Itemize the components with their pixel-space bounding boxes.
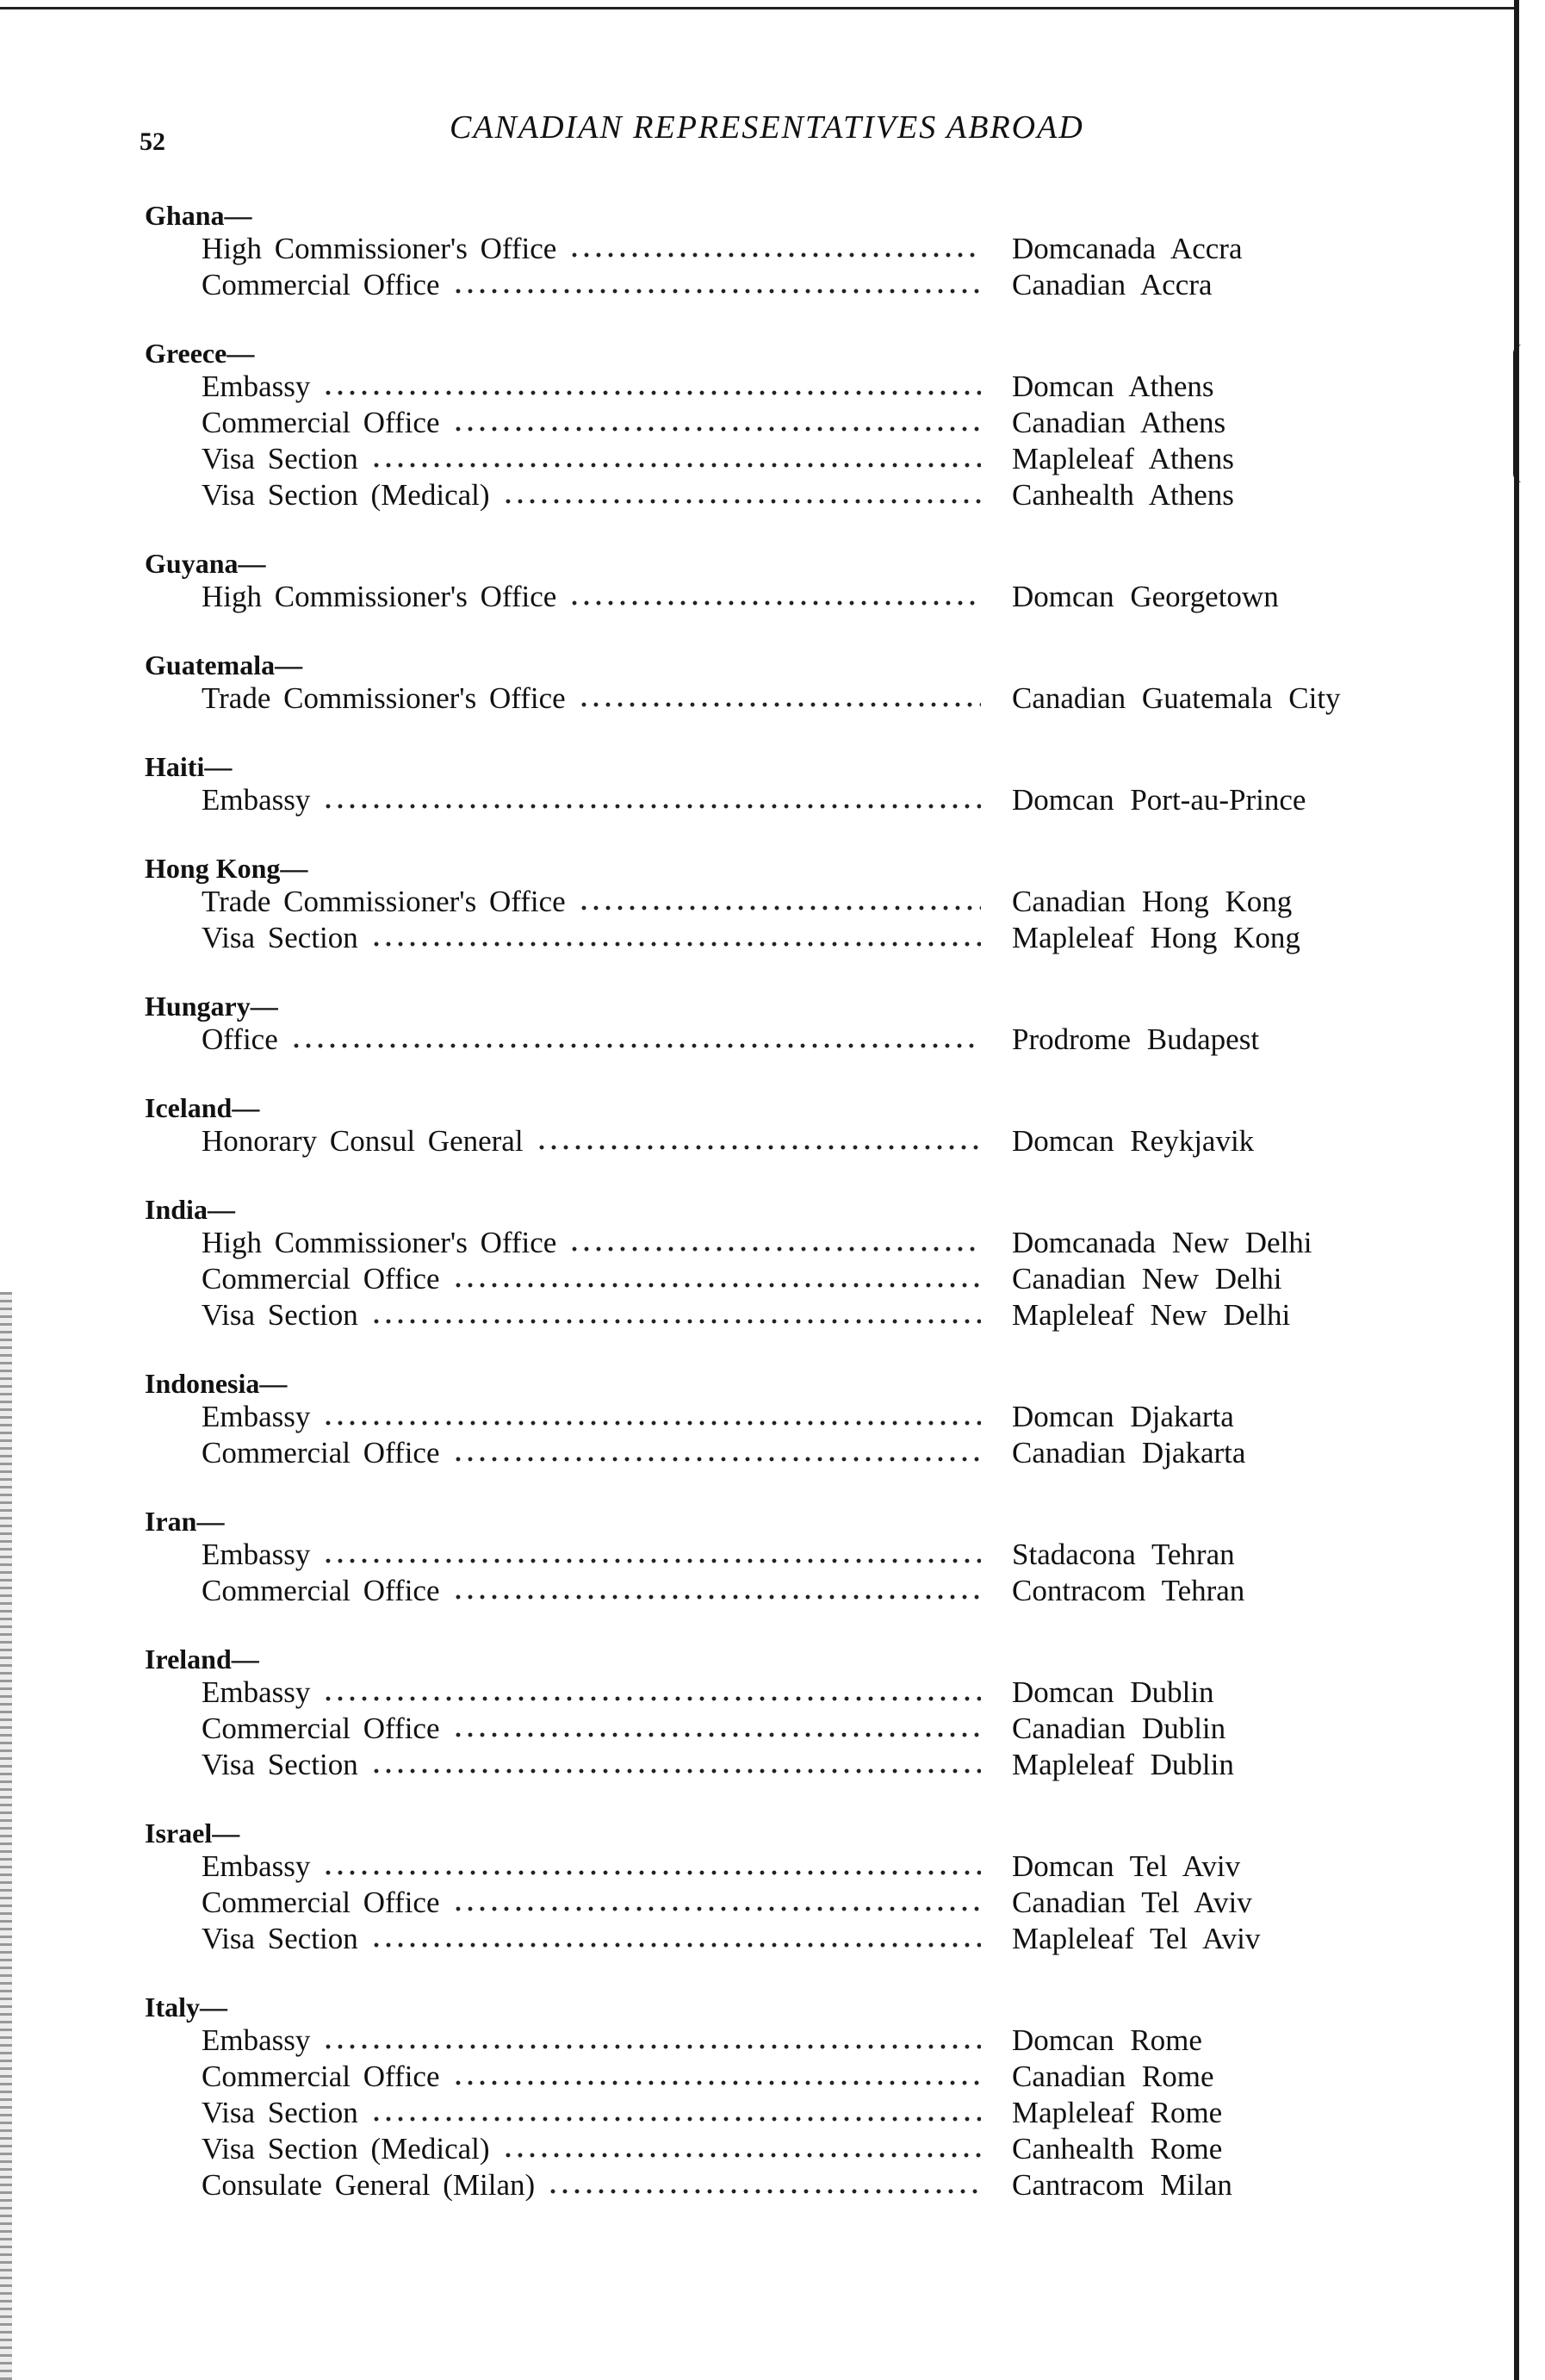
office-entry [145, 2023, 1385, 2059]
office-name: Commercial Office [202, 406, 440, 439]
office-entry [145, 2095, 1385, 2131]
office-cell [145, 1675, 993, 1711]
cable-address: Domcanada New Delhi [1012, 1226, 1312, 1259]
dot-leader [370, 941, 981, 948]
office-name: Embassy [202, 1675, 311, 1709]
dot-leader [290, 1042, 981, 1049]
office-cell [145, 1747, 993, 1783]
office-name: Embassy [202, 370, 311, 403]
dot-leader [322, 803, 981, 810]
office-entry [145, 1675, 1385, 1711]
office-name: Commercial Office [202, 1262, 440, 1296]
cable-address: Mapleleaf Dublin [1012, 1748, 1234, 1781]
office-name: Embassy [202, 1400, 311, 1433]
office-name: Visa Section (Medical) [202, 2132, 490, 2166]
country-block [145, 1992, 1385, 2203]
office-cell [145, 680, 993, 717]
dot-leader [322, 1869, 981, 1876]
cable-address: Canadian Tel Aviv [1012, 1886, 1252, 1919]
cable-address: Domcan Rome [1012, 2023, 1202, 2057]
dot-leader [370, 2116, 981, 2122]
office-entry [145, 2059, 1385, 2095]
dot-leader [322, 1557, 981, 1564]
country-block [145, 649, 1385, 717]
cable-address: Mapleleaf Hong Kong [1012, 921, 1300, 954]
office-entry [145, 1573, 1385, 1609]
office-name: Embassy [202, 1849, 311, 1883]
country-block [145, 751, 1385, 818]
office-entry [145, 884, 1385, 920]
country-block [145, 991, 1385, 1058]
dot-leader [322, 1695, 981, 1702]
page-header [140, 102, 1156, 156]
dot-leader [452, 1594, 982, 1600]
office-entry [145, 2131, 1385, 2167]
country-name: Iceland— [145, 1092, 260, 1123]
country-block [145, 1818, 1385, 1957]
office-name: Commercial Office [202, 268, 440, 301]
country-name: Guyana— [145, 548, 266, 579]
office-entry [145, 2167, 1385, 2203]
country-name: Italy— [145, 1992, 227, 2023]
dot-leader [370, 462, 981, 469]
office-cell [145, 2131, 993, 2167]
dot-leader [452, 1731, 982, 1738]
dot-leader [578, 701, 981, 708]
dot-leader [502, 498, 981, 505]
dot-leader [452, 2079, 982, 2086]
dot-leader [452, 1456, 982, 1463]
office-name: Consulate General (Milan) [202, 2168, 536, 2202]
office-name: Embassy [202, 1538, 311, 1571]
office-name: Office [202, 1022, 278, 1056]
office-cell [145, 441, 993, 477]
country-block [145, 1194, 1385, 1333]
office-cell [145, 884, 993, 920]
cable-address: Canhealth Athens [1012, 478, 1234, 512]
cable-address: Canadian New Delhi [1012, 1262, 1282, 1296]
binding-edge-tab [1513, 345, 1533, 482]
office-cell [145, 1261, 993, 1297]
cable-address: Canhealth Rome [1012, 2132, 1223, 2166]
office-name: Commercial Office [202, 1886, 440, 1919]
cable-address: Mapleleaf New Delhi [1012, 1298, 1291, 1332]
office-name: Honorary Consul General [202, 1124, 524, 1158]
office-name: Embassy [202, 783, 311, 817]
country-name: India— [145, 1194, 235, 1225]
office-cell [145, 1849, 993, 1885]
office-cell [145, 2023, 993, 2059]
dot-leader [322, 389, 981, 396]
office-cell [145, 1435, 993, 1471]
office-entry [145, 1711, 1385, 1747]
office-cell [145, 1399, 993, 1435]
office-entry [145, 1225, 1385, 1261]
office-cell [145, 1297, 993, 1333]
office-entry [145, 369, 1385, 405]
office-cell [145, 1537, 993, 1573]
representatives-listing [145, 200, 1385, 2238]
cable-address: Contracom Tehran [1012, 1574, 1245, 1607]
office-entry [145, 405, 1385, 441]
office-name: Visa Section [202, 921, 358, 954]
country-block [145, 1368, 1385, 1471]
office-entry [145, 477, 1385, 513]
office-entry [145, 1921, 1385, 1957]
office-name: Visa Section [202, 1748, 358, 1781]
dot-leader [452, 1282, 982, 1289]
scan-left-edge [0, 1292, 12, 2380]
office-cell [145, 1711, 993, 1747]
office-entry [145, 579, 1385, 615]
cable-address: Domcan Port-au-Prince [1012, 783, 1306, 817]
office-cell [145, 2167, 993, 2203]
cable-address: Canadian Hong Kong [1012, 885, 1293, 918]
country-name: Hong Kong— [145, 853, 308, 884]
dot-leader [370, 1768, 981, 1774]
office-name: High Commissioner's Office [202, 1226, 557, 1259]
office-entry [145, 1435, 1385, 1471]
office-cell [145, 579, 993, 615]
dot-leader [536, 1144, 981, 1151]
country-block [145, 1644, 1385, 1783]
office-entry [145, 1849, 1385, 1885]
office-name: Trade Commissioner's Office [202, 885, 566, 918]
cable-address: Domcan Tel Aviv [1012, 1849, 1241, 1883]
office-name: Commercial Office [202, 1436, 440, 1470]
dot-leader [568, 600, 981, 606]
cable-address: Prodrome Budapest [1012, 1022, 1260, 1056]
office-entry [145, 1537, 1385, 1573]
country-name: Israel— [145, 1818, 240, 1849]
cable-address: Mapleleaf Tel Aviv [1012, 1922, 1261, 1955]
running-head: CANADIAN REPRESENTATIVES ABROAD [450, 109, 1084, 146]
office-cell [145, 1123, 993, 1159]
cable-address: Domcan Georgetown [1012, 580, 1279, 613]
cable-address: Canadian Athens [1012, 406, 1226, 439]
office-name: High Commissioner's Office [202, 580, 557, 613]
country-block [145, 1506, 1385, 1609]
office-name: Trade Commissioner's Office [202, 681, 566, 715]
office-name: Commercial Office [202, 1712, 440, 1745]
cable-address: Cantracom Milan [1012, 2168, 1232, 2202]
dot-leader [452, 426, 982, 432]
office-cell [145, 1885, 993, 1921]
cable-address: Domcan Reykjavik [1012, 1124, 1255, 1158]
cable-address: Domcan Athens [1012, 370, 1214, 403]
dot-leader [547, 2188, 981, 2195]
office-name: Commercial Office [202, 1574, 440, 1607]
cable-address: Mapleleaf Athens [1012, 442, 1234, 475]
office-entry [145, 267, 1385, 303]
office-cell [145, 2059, 993, 2095]
dot-leader [370, 1942, 981, 1948]
dot-leader [568, 1246, 981, 1252]
country-block [145, 853, 1385, 956]
country-name: Indonesia— [145, 1368, 288, 1399]
office-name: Visa Section [202, 1298, 358, 1332]
country-block [145, 548, 1385, 615]
office-cell [145, 267, 993, 303]
office-entry [145, 1297, 1385, 1333]
office-name: High Commissioner's Office [202, 232, 557, 265]
office-entry [145, 1261, 1385, 1297]
page-number: 52 [140, 127, 165, 156]
office-name: Commercial Office [202, 2060, 440, 2093]
dot-leader [322, 2043, 981, 2050]
cable-address: Domcan Djakarta [1012, 1400, 1234, 1433]
dot-leader [568, 252, 981, 258]
dot-leader [322, 1420, 981, 1426]
cable-address: Domcanada Accra [1012, 232, 1243, 265]
office-entry [145, 1022, 1385, 1058]
cable-address: Domcan Dublin [1012, 1675, 1214, 1709]
cable-address: Canadian Rome [1012, 2060, 1214, 2093]
country-name: Ghana— [145, 200, 252, 231]
country-name: Greece— [145, 338, 255, 369]
office-cell [145, 405, 993, 441]
country-name: Guatemala— [145, 649, 303, 680]
country-name: Haiti— [145, 751, 233, 782]
office-entry [145, 441, 1385, 477]
office-cell [145, 2095, 993, 2131]
office-entry [145, 1885, 1385, 1921]
office-name: Visa Section [202, 1922, 358, 1955]
country-name: Iran— [145, 1506, 225, 1537]
cable-address: Canadian Accra [1012, 268, 1213, 301]
office-cell [145, 477, 993, 513]
country-block [145, 200, 1385, 303]
dot-leader [502, 2152, 981, 2159]
office-cell [145, 369, 993, 405]
office-entry [145, 1399, 1385, 1435]
office-cell [145, 1225, 993, 1261]
office-cell [145, 920, 993, 956]
office-cell [145, 782, 993, 818]
office-entry [145, 920, 1385, 956]
country-block [145, 1092, 1385, 1159]
office-name: Visa Section [202, 442, 358, 475]
office-entry [145, 782, 1385, 818]
dot-leader [370, 1318, 981, 1325]
cable-address: Canadian Guatemala City [1012, 681, 1341, 715]
cable-address: Stadacona Tehran [1012, 1538, 1235, 1571]
cable-address: Canadian Djakarta [1012, 1436, 1246, 1470]
cable-address: Mapleleaf Rome [1012, 2096, 1223, 2129]
office-cell [145, 1573, 993, 1609]
office-name: Visa Section (Medical) [202, 478, 490, 512]
country-block [145, 338, 1385, 513]
office-cell [145, 1022, 993, 1058]
office-entry [145, 1747, 1385, 1783]
country-name: Ireland— [145, 1644, 259, 1675]
office-name: Embassy [202, 2023, 311, 2057]
office-entry [145, 680, 1385, 717]
office-entry [145, 1123, 1385, 1159]
office-cell [145, 1921, 993, 1957]
office-name: Visa Section [202, 2096, 358, 2129]
cable-address: Canadian Dublin [1012, 1712, 1226, 1745]
country-name: Hungary— [145, 991, 278, 1022]
office-cell [145, 231, 993, 267]
dot-leader [452, 288, 982, 295]
office-entry [145, 231, 1385, 267]
dot-leader [452, 1905, 982, 1912]
top-edge-rule [0, 7, 1516, 9]
dot-leader [578, 904, 981, 911]
